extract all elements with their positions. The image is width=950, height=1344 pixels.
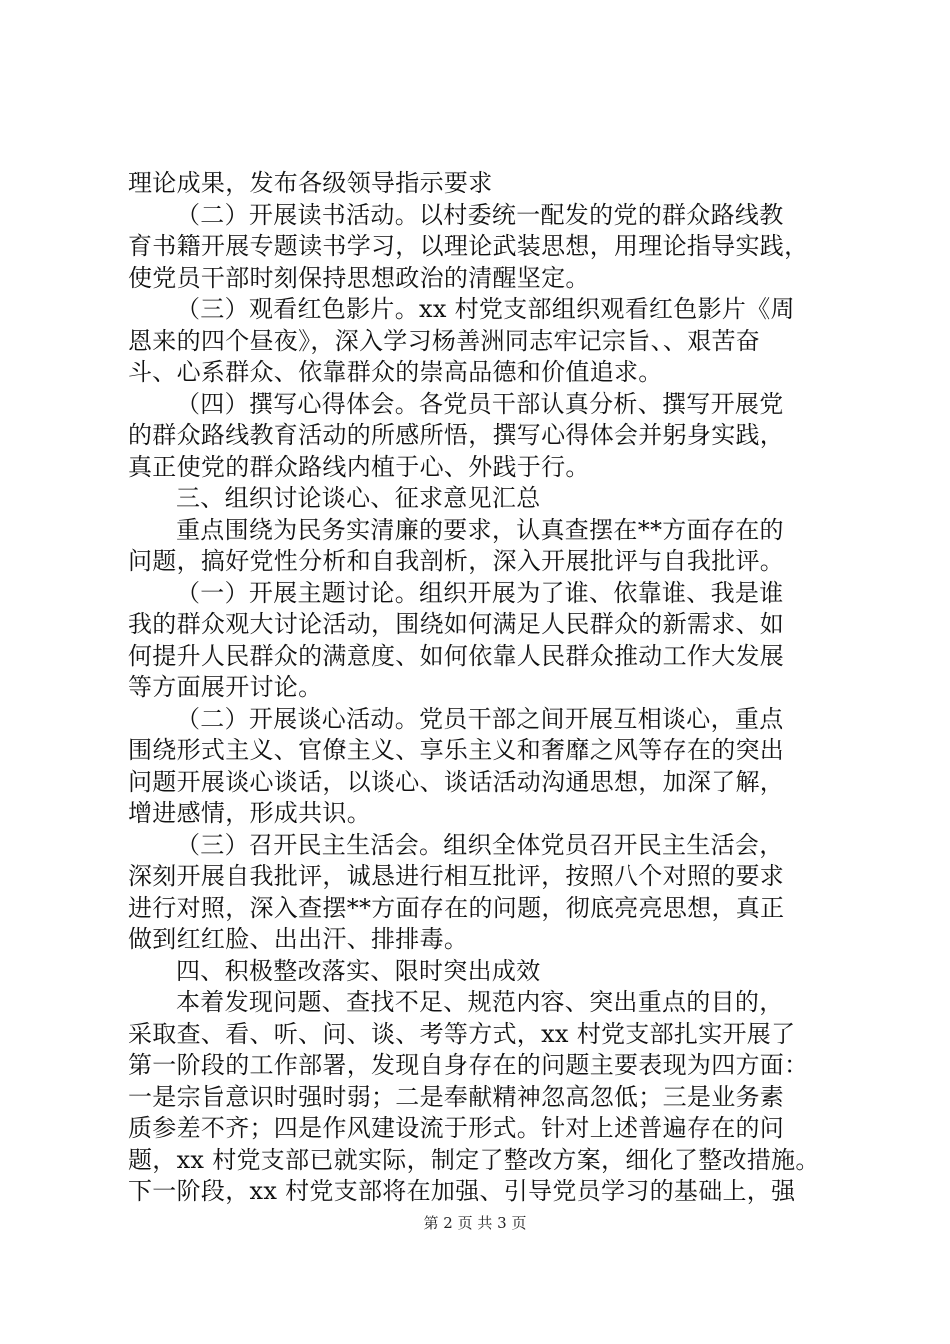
text-line: 等方面展开讨论。 [128, 673, 323, 701]
text-line: 增进感情，形成共识。 [128, 799, 371, 827]
text-line: （二）开展读书活动。以村委统一配发的党的群众路线教 [176, 200, 784, 229]
text-line: 本着发现问题、查找不足、规范内容、突出重点的目的， [176, 988, 784, 1016]
text-line: （四）撰写心得体会。各党员干部认真分析、撰写开展党 [176, 389, 784, 418]
text-line: 题，xx 村党支部已就实际，制定了整改方案，细化了整改措施。 [128, 1145, 820, 1174]
text-line: 进行对照，深入查摆**方面存在的问题，彻底亮亮思想，真正 [128, 893, 785, 922]
text-line: 何提升人民群众的满意度、如何依靠人民群众推动工作大发展 [128, 641, 785, 670]
text-line: 斗、心系群众、依靠群众的崇高品德和价值追求。 [128, 358, 663, 386]
text-line: （一）开展主题讨论。组织开展为了谁、依靠谁、我是谁 [176, 578, 784, 607]
text-line: 采取查、看、听、问、谈、考等方式，xx 村党支部扎实开展了 [128, 1019, 796, 1048]
text-line: 深刻开展自我批评，诚恳进行相互批评，按照八个对照的要求 [128, 862, 785, 890]
text-line: 育书籍开展专题读书学习，以理论武装思想，用理论指导实践， [128, 232, 809, 260]
text-line: （二）开展谈心活动。党员干部之间开展互相谈心，重点 [176, 704, 784, 733]
text-line: 问题，搞好党性分析和自我剖析，深入开展批评与自我批评。 [128, 547, 785, 575]
text-line: 恩来的四个昼夜》，深入学习杨善洲同志牢记宗旨、、艰苦奋 [128, 326, 761, 355]
text-line: （三）观看红色影片。xx 村党支部组织观看红色影片《周 [176, 295, 795, 323]
text-line: 使党员干部时刻保持思想政治的清醒坚定。 [128, 263, 590, 292]
text-line: 围绕形式主义、官僚主义、享乐主义和奢靡之风等存在的突出 [128, 736, 785, 764]
text-line: 质参差不齐；四是作风建设流于形式。针对上述普遍存在的问 [128, 1114, 785, 1142]
text-line: 第一阶段的工作部署，发现自身存在的问题主要表现为四方面： [128, 1051, 809, 1079]
text-line: 四、积极整改落实、限时突出成效 [176, 956, 541, 985]
text-line: 的群众路线教育活动的所感所悟，撰写心得体会并躬身实践， [128, 421, 785, 449]
text-line: 下一阶段，xx 村党支部将在加强、引导党员学习的基础上，强 [128, 1177, 796, 1205]
text-line: 重点围绕为民务实清廉的要求，认真查摆在**方面存在的 [176, 515, 784, 544]
text-line: 问题开展谈心谈话，以谈心、谈话活动沟通思想，加深了解， [128, 767, 785, 796]
text-line: 做到红红脸、出出汗、排排毒。 [128, 925, 469, 953]
text-line: （三）召开民主生活会。组织全体党员召开民主生活会， [176, 830, 784, 859]
text-line: 真正使党的群众路线内植于心、外践于行。 [128, 452, 590, 481]
text-line: 一是宗旨意识时强时弱；二是奉献精神忽高忽低；三是业务素 [128, 1082, 785, 1111]
text-line: 我的群众观大讨论活动，围绕如何满足人民群众的新需求、如 [128, 610, 785, 638]
page-footer [0, 1212, 950, 1233]
page-number-label: 第 2 页 共 3 页 [423, 1214, 527, 1232]
document-body [128, 168, 840, 1208]
text-line: 理论成果，发布各级领导指示要求 [128, 169, 493, 197]
text-line: 三、组织讨论谈心、征求意见汇总 [176, 484, 541, 512]
